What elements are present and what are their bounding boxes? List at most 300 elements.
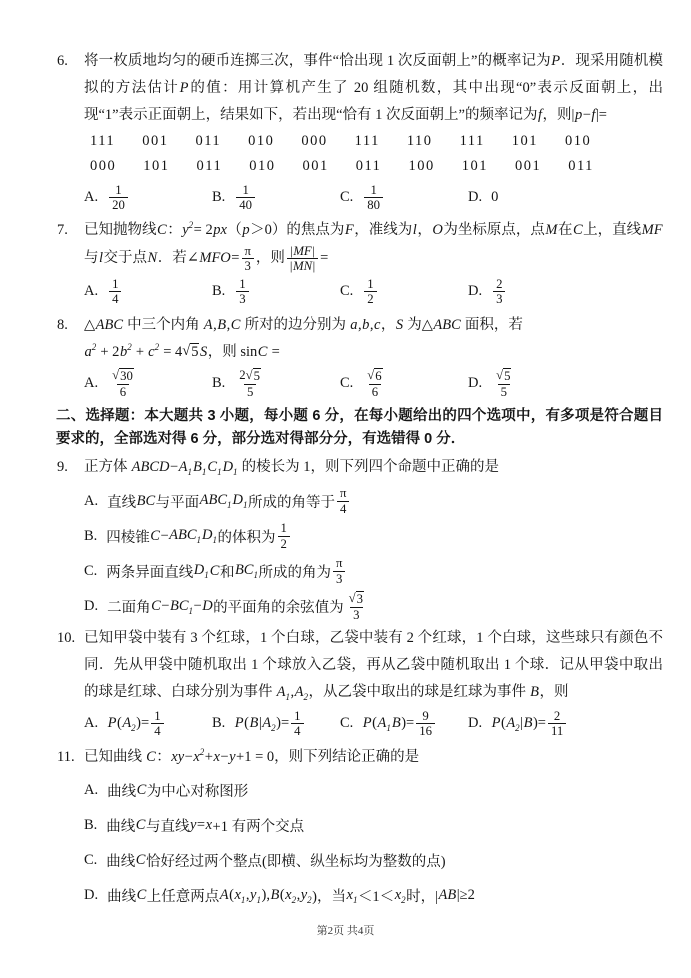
subscript: 1 — [386, 722, 391, 733]
math-token: A — [203, 316, 213, 333]
fraction-numerator: 1 — [294, 708, 301, 723]
option-label: D. — [84, 598, 99, 615]
fraction-denominator: 16 — [416, 723, 435, 738]
fraction — [291, 709, 303, 739]
question-body — [84, 454, 663, 622]
fraction-denominator: 3 — [333, 571, 345, 586]
math-token: B — [391, 715, 401, 732]
option-A — [84, 709, 212, 739]
math-token: P — [362, 715, 372, 732]
question-stem: 已知曲线 C：$xy-x^2+x-y+1 = 0$，则下列结论正确的是 — [84, 746, 420, 765]
option-label: D. — [84, 887, 99, 904]
subscript: 2 — [291, 894, 297, 905]
fraction — [493, 277, 505, 307]
fraction-denominator: 11 — [548, 723, 566, 738]
option-A — [84, 368, 212, 399]
question-8 — [57, 312, 663, 401]
fraction — [346, 591, 367, 622]
option-D — [84, 881, 663, 911]
math-token: a — [350, 316, 358, 333]
superscript: 2 — [127, 341, 132, 352]
math-token: $x^2$ — [193, 746, 205, 765]
fraction-numerator: 1 — [280, 521, 287, 536]
radicand: 5 — [504, 368, 511, 383]
math-token: P — [551, 53, 561, 69]
subscript: 1 — [201, 467, 207, 478]
math-token: B — [249, 715, 259, 732]
option-content: 四棱锥 C − $ABC_1$ $D_1$ 的体积为 $\frac{1}{2}$ — [106, 521, 292, 551]
fraction — [109, 368, 137, 399]
math-token: C — [209, 562, 220, 579]
math-token: MF — [293, 244, 312, 259]
option-C — [84, 846, 663, 876]
option-A — [84, 776, 663, 806]
math-token: F — [344, 222, 354, 239]
math-token: $A_2$ — [294, 683, 308, 702]
math-token: P — [234, 715, 244, 732]
question-number: 7. — [57, 222, 68, 239]
question-options — [84, 486, 663, 622]
fraction-numerator: 1 — [370, 182, 377, 197]
radical-icon: √ — [496, 367, 504, 382]
math-token: f — [538, 106, 543, 123]
math-token: P — [107, 715, 117, 732]
option-content: P ( $A_2$ | B )= $\frac{2}{11}$ — [491, 709, 568, 739]
math-token: AB — [438, 887, 457, 904]
fraction — [364, 368, 385, 399]
question-body — [84, 312, 663, 401]
fraction-numerator: 1 — [239, 276, 246, 291]
math-token: b — [362, 316, 370, 333]
option-content — [362, 368, 387, 399]
math-token: D — [202, 598, 213, 615]
random-number: 011 — [355, 158, 382, 175]
fraction-denominator: 6 — [369, 384, 381, 399]
question-options — [84, 707, 663, 741]
content — [57, 48, 663, 911]
math-token: $A_2$ — [262, 714, 276, 733]
fraction — [287, 244, 318, 274]
math-token: p — [574, 106, 583, 123]
question-7 — [57, 217, 663, 308]
math-token: p — [242, 222, 250, 239]
option-C — [340, 183, 468, 213]
option-label: C. — [340, 715, 354, 732]
math-token: P — [179, 79, 189, 96]
random-number: 110 — [406, 133, 433, 150]
question-6 — [57, 48, 663, 214]
question-stem: 正方体 $ABCD-A_1B_1C_1D_1$ 的棱长为 1，则下列四个命题中正确的是 — [84, 459, 500, 478]
option-A — [84, 486, 663, 516]
question-body — [84, 625, 663, 740]
fraction-denominator: 4 — [291, 723, 303, 738]
fraction-numerator — [364, 368, 385, 384]
question-number: 6. — [57, 53, 68, 69]
fraction — [109, 277, 121, 307]
math-token: C — [572, 222, 583, 239]
option-label: B. — [84, 527, 98, 544]
subscript: 2 — [401, 894, 406, 905]
math-token: $ABC_1$ — [169, 527, 202, 546]
math-token: C — [135, 817, 146, 834]
option-label: C. — [340, 283, 354, 300]
question-options — [84, 275, 663, 309]
subscript: 2 — [307, 894, 312, 905]
option-label: A. — [84, 188, 99, 205]
question-options — [84, 366, 663, 400]
radical-icon: √ — [348, 591, 356, 606]
question-number: 10. — [57, 630, 76, 647]
fraction — [236, 183, 255, 213]
math-token: $A_1$ — [276, 683, 290, 702]
math-token: N — [147, 250, 158, 267]
question-11 — [57, 744, 663, 911]
math-token: $A_2$ — [506, 714, 520, 733]
option-B — [212, 183, 340, 213]
random-number-row — [90, 129, 663, 154]
option-content: 直线 BC 与平面 $ABC_1$ $D_1$ 所成的角等于 $\frac{\pi}{4}$ — [107, 486, 351, 516]
option-D — [468, 368, 516, 399]
option-label: A. — [84, 283, 99, 300]
random-number-row — [90, 154, 663, 179]
fraction — [337, 486, 349, 516]
subscript: 1 — [187, 467, 193, 478]
option-label: C. — [84, 852, 98, 869]
math-token: C — [151, 598, 161, 615]
subscript: 1 — [204, 570, 209, 581]
option-A — [84, 183, 212, 213]
fraction-numerator: 9 — [422, 708, 429, 723]
question-10 — [57, 625, 663, 740]
fraction-numerator: 2 — [496, 276, 503, 291]
square-root — [112, 368, 134, 384]
option-content: P ( $A_2$ )= $\frac{1}{4}$ — [107, 709, 165, 739]
question-options — [84, 180, 663, 214]
option-content: 0 — [491, 188, 499, 205]
option-C — [340, 277, 468, 307]
subscript: 1 — [243, 500, 248, 511]
math-token: $y_1$ — [250, 886, 261, 905]
math-token: A — [219, 887, 229, 904]
radicand: 30 — [120, 368, 133, 383]
math-token: $A_1$ — [377, 714, 391, 733]
math-token: ABC — [433, 316, 461, 333]
option-content: 曲线 C 为中心对称图形 — [107, 782, 249, 801]
math-token: c — [373, 316, 381, 333]
random-number: 000 — [301, 133, 328, 150]
fraction-denominator: 5 — [244, 384, 256, 399]
option-label: D. — [468, 283, 483, 300]
math-token: $C_1$ — [207, 459, 222, 478]
option-content — [234, 183, 257, 213]
math-token: y — [189, 817, 197, 834]
square-root — [349, 591, 364, 607]
fraction-numerator — [109, 368, 137, 384]
option-C — [340, 709, 468, 739]
math-token: $D_1$ — [193, 562, 209, 581]
page-footer: 第2页 共4页 — [316, 925, 375, 937]
option-content: P ( B | $A_2$ )= $\frac{1}{4}$ — [234, 709, 305, 739]
fraction — [278, 521, 290, 551]
fraction-numerator: 2 — [553, 708, 561, 723]
option-D — [468, 709, 568, 739]
square-root — [246, 368, 261, 384]
random-number: 010 — [249, 158, 276, 175]
question-number: 8. — [57, 316, 68, 333]
option-content: 二面角 C − $BC_1$ − D 的平面角的余弦值为 √ 3 3 — [107, 591, 369, 622]
superscript: 2 — [188, 220, 194, 231]
option-label: C. — [340, 374, 354, 391]
subscript: 1 — [253, 570, 258, 581]
option-label: B. — [212, 283, 226, 300]
math-token: C — [150, 527, 160, 544]
fraction — [364, 277, 376, 307]
subscript: 1 — [240, 894, 246, 905]
fraction-denominator: 2 — [364, 291, 376, 306]
option-label: B. — [212, 188, 226, 205]
section-heading: 二、选择题：本大题共 3 小题，每小题 6 分，在每小题给出的四个选项中，有多项是符合题目要求的，全部选对得 6 分，部分选对得部分分，有选错得 0 分． — [56, 408, 663, 447]
superscript: 2 — [154, 341, 160, 352]
fraction-numerator — [346, 591, 367, 607]
radical-icon: √ — [245, 367, 253, 382]
math-token: C — [146, 748, 156, 765]
question-stem: △ABC 中三个内角 A,B,C 所对的边分别为 a,b,c，S 为△ABC 面积，若 $a^2 + 2b^2 + c^2 = 4$ √ 5 S，则 sinC = — [84, 316, 523, 361]
math-token: BC — [136, 492, 156, 509]
math-token: C — [136, 887, 147, 904]
math-token: $ABC_1$ — [199, 492, 232, 511]
fraction — [236, 368, 264, 399]
random-number: 111 — [354, 133, 380, 150]
option-content — [107, 183, 130, 213]
math-token: $A_1$ — [178, 459, 193, 478]
fraction-denominator: 4 — [109, 291, 121, 306]
fraction-denominator: 40 — [236, 197, 255, 212]
math-token: S — [199, 343, 208, 360]
question-stem: 将一枚质地均匀的硬币连掷三次，事件“恰出现 1 次反面朝上”的概率记为P．现采用随机模拟的方法估计P的值：用计算机产生了 20 组随机数，其中出现“0”表示反面朝上，出现“1”表示正面朝上，结果如下，若出现“恰有 1 次反面朝上”的频率记为f，则|p−f|= — [84, 53, 664, 123]
math-token: $D_1$ — [222, 459, 238, 478]
math-token: $A_2$ — [122, 714, 136, 733]
option-label: D. — [468, 374, 483, 391]
fraction — [364, 183, 383, 213]
math-token: C — [157, 222, 167, 239]
option-label: A. — [84, 715, 99, 732]
fraction-numerator: π — [335, 556, 343, 571]
fraction — [416, 709, 435, 739]
math-token: B — [217, 316, 227, 333]
fraction — [548, 709, 566, 739]
option-label: A. — [84, 782, 99, 799]
square-root — [367, 368, 382, 384]
question-body — [84, 48, 663, 214]
option-content: 曲线 C 与直线 y = x +1 有两个交点 — [106, 817, 305, 836]
option-B — [212, 709, 340, 739]
fraction-numerator — [493, 368, 514, 384]
subscript: 1 — [196, 535, 202, 546]
subscript: 2 — [271, 722, 276, 733]
math-token: B — [530, 683, 539, 700]
fraction-denominator: 5 — [498, 384, 510, 399]
math-token: MN — [292, 259, 313, 274]
fraction-denominator: 3 — [242, 258, 254, 273]
math-token: MF — [641, 222, 663, 239]
question-stem: 已知抛物线C：$y^2= 2px(p>0)$的焦点为F，准线为l，O为坐标原点，点M在C上，直线MF与l交于点N．若∠MFO= $\frac{\pi}{3}$ ，则 $\frac{|MF|}{|MN|}$ = — [84, 220, 663, 274]
math-token: B — [270, 887, 280, 904]
fraction-numerator: π — [340, 486, 347, 501]
fraction-denominator: 3 — [493, 291, 505, 306]
fraction-denominator: 4 — [151, 723, 163, 738]
radicand: 5 — [191, 344, 199, 361]
fraction — [109, 183, 128, 213]
math-token: C — [230, 316, 241, 333]
question-stem: 已知甲袋中装有 3 个红球，1 个白球，乙袋中装有 2 个红球，1 个白球，这些球只有颜色不同．先从甲袋中随机取出 1 个球放入乙袋，再从乙袋中随机取出 1 个球．记从甲袋中取出的球是红球、白球分别为事件 $A_1,A_2$，从乙袋中取出的球是红球为事件 B，则 — [84, 630, 663, 702]
option-label: C. — [340, 188, 354, 205]
option-content — [491, 368, 516, 399]
question-number: 11. — [57, 748, 75, 765]
radical-icon: √ — [112, 367, 120, 382]
fraction-denominator: |MN| — [287, 258, 318, 273]
square-root — [496, 368, 511, 384]
radicand: 3 — [356, 592, 364, 607]
fraction-denominator: 4 — [337, 501, 349, 516]
math-token: x — [205, 817, 213, 834]
fraction-denominator: 3 — [236, 291, 248, 306]
option-content — [362, 183, 385, 213]
random-number: 111 — [459, 133, 485, 150]
subscript: 2 — [303, 691, 308, 702]
option-D — [468, 189, 498, 206]
math-token: $b^2$ — [119, 341, 132, 360]
fraction — [333, 556, 345, 586]
math-token: ABCD — [131, 459, 170, 476]
option-content — [491, 277, 507, 307]
subscript: 1 — [217, 467, 222, 478]
option-D — [84, 591, 663, 622]
subscript: 1 — [227, 500, 232, 511]
math-token: y — [229, 748, 236, 765]
question-body — [84, 744, 663, 911]
math-token: f — [591, 106, 596, 123]
random-number-rows — [90, 129, 663, 179]
math-token: $B_1$ — [193, 459, 207, 478]
subscript: 1 — [352, 894, 358, 905]
math-token: x — [213, 748, 220, 765]
subscript: 1 — [285, 691, 290, 702]
radical-icon: √ — [182, 343, 191, 360]
math-token: $D_1$ — [202, 527, 218, 546]
option-A — [84, 277, 212, 307]
option-label: D. — [468, 188, 483, 205]
option-label: D. — [468, 715, 483, 732]
math-token: $x_2$ — [285, 886, 297, 905]
fraction-denominator: 2 — [278, 536, 290, 551]
option-content — [107, 277, 123, 307]
math-token: $y_2$ — [300, 886, 312, 905]
fraction — [241, 244, 253, 274]
math-token: px — [213, 222, 227, 239]
fraction — [236, 277, 248, 307]
fraction-numerator: 1 — [112, 276, 119, 291]
option-label: B. — [212, 374, 226, 391]
fraction-numerator: π — [244, 244, 251, 259]
math-token: C — [136, 782, 147, 799]
math-token: O — [432, 222, 443, 239]
math-token: l — [412, 222, 417, 239]
fraction-numerator: 1 — [242, 182, 249, 197]
option-B — [84, 521, 663, 551]
option-content: 曲线 C 恰好经过两个整点(即横、纵坐标均为整数的点) — [106, 852, 446, 871]
math-token: xy — [171, 748, 185, 765]
option-content — [234, 368, 266, 399]
option-B — [212, 277, 340, 307]
math-token: P — [491, 715, 501, 732]
random-number: 011 — [196, 158, 223, 175]
question-9 — [57, 454, 663, 622]
fraction-denominator: 6 — [117, 384, 129, 399]
fraction-numerator: 1 — [367, 276, 374, 291]
square-root — [182, 343, 199, 361]
random-number: 010 — [248, 133, 275, 150]
math-token: ABC — [95, 316, 124, 333]
fraction-denominator: 3 — [350, 607, 362, 622]
option-content: 两条异面直线 $D_1$ C 和 $BC_1$ 所成的角为 $\frac{\pi}{3}$ — [106, 556, 347, 586]
option-label: C. — [84, 562, 98, 579]
fraction-numerator: 1 — [154, 708, 161, 723]
fraction-numerator: |MF| — [290, 244, 315, 259]
option-B — [212, 368, 340, 399]
math-token: $x_1$ — [234, 886, 246, 905]
option-label: B. — [212, 715, 226, 732]
random-number: 101 — [461, 158, 488, 175]
math-token: $x_1$ — [346, 886, 358, 905]
fraction-numerator: 1 — [115, 182, 122, 197]
random-number: 010 — [565, 133, 592, 150]
subscript: 1 — [233, 467, 238, 478]
question-body — [84, 217, 663, 308]
option-label: B. — [84, 817, 98, 834]
math-token: $BC_1$ — [234, 562, 258, 581]
subscript: 2 — [515, 722, 520, 733]
fraction — [151, 709, 163, 739]
random-number: 001 — [302, 158, 329, 175]
random-number: 100 — [408, 158, 435, 175]
math-token: $a^2$ — [84, 341, 97, 360]
math-token: $c^2$ — [148, 341, 160, 360]
option-content: 曲线 C 上任意两点 A ( $x_1$ , $y_1$ ), B ( $x_2$ , $y_2$ )，当 $x_1$ ＜1＜ $x_2$ 时，| AB |≥2 — [107, 886, 475, 906]
fraction-numerator: 2 √ 5 — [239, 367, 261, 383]
random-number: 011 — [195, 133, 222, 150]
fraction-denominator: 80 — [364, 197, 383, 212]
radicand: 6 — [375, 368, 382, 383]
option-C — [340, 368, 468, 399]
question-number: 9. — [57, 459, 68, 476]
random-number: 101 — [143, 158, 170, 175]
subscript: 2 — [131, 722, 136, 733]
fraction — [493, 368, 514, 399]
random-number: 011 — [568, 158, 594, 175]
math-token: C — [257, 343, 268, 360]
math-token: C — [135, 852, 146, 869]
question-options — [84, 776, 663, 911]
math-token: B — [523, 715, 533, 732]
option-label: A. — [84, 492, 99, 509]
option-D — [468, 277, 507, 307]
option-content — [362, 277, 378, 307]
option-content — [107, 368, 139, 399]
option-label: A. — [84, 374, 99, 391]
math-token: S — [395, 316, 404, 333]
option-content: P ( $A_1$ B )= $\frac{9}{16}$ — [362, 709, 437, 739]
radicand: 5 — [253, 368, 261, 383]
